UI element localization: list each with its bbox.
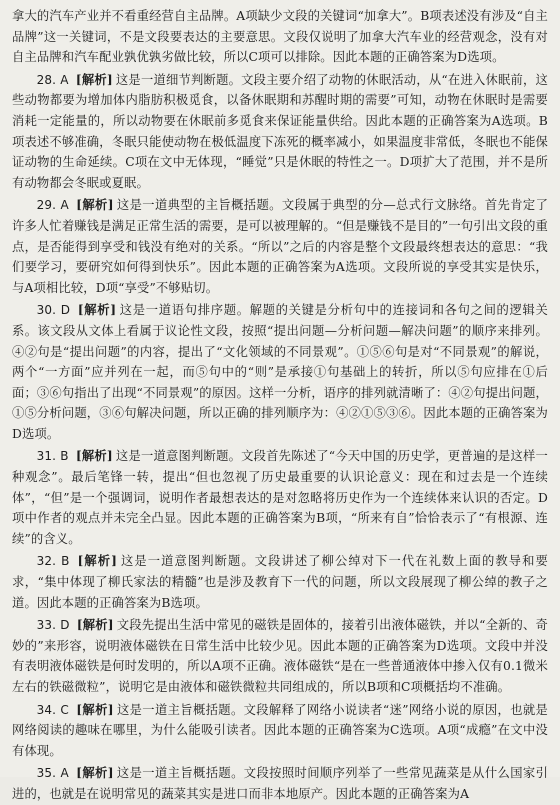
question-number: 29.: [36, 198, 57, 213]
paragraph-text: 拿大的汽车产业并不看重经营自主品牌。A项缺少文段的关键词“加拿大”。B项表述没有涉及“自主品牌”这一关键词，不是文段要表达的主要意思。文段仅说明了加拿大汽车业的经营观念，没有对自主品牌和汽车配业孰优孰劣做比较，所以C项可以排除。因此本题的正确答案为D选项。: [12, 9, 548, 65]
answer-paragraph-27-continued: [12, 6, 548, 68]
question-number: 35.: [36, 766, 57, 781]
question-number: 33.: [36, 618, 57, 633]
analysis-tag: [解析]: [76, 617, 114, 633]
answer-letter: B: [61, 554, 70, 569]
answer-letter: A: [60, 198, 69, 213]
paragraph-text: 这是一道主旨概括题。文段按照时间顺序列举了一些常见蔬菜是从什么国家引进的，也就是在说明常见的蔬菜其实是进口而非本地原产。因此本题的正确答案为A: [12, 766, 549, 801]
paragraph-text: 这是一道主旨概括题。文段解释了网络小说读者“迷”网络小说的原因，也就是网络阅读的趣味在哪里，为什么能吸引读者。因此本题的正确答案为C选项。A项“成瘾”在文中没有体现。: [12, 702, 548, 758]
answer-paragraph-33: [12, 615, 548, 697]
answer-paragraph-31: [12, 446, 548, 549]
answer-paragraph-28: [12, 70, 548, 194]
paragraph-text: 这是一道语句排序题。解题的关键是分析句中的连接词和各句之间的逻辑关系。该文段从文体上看属于议论性文段，按照“提出问题—分析问题—解决问题”的顺序来排列。④②句是“提出问题”的内容，提出了“文化领域的不同景观”。①⑤⑥句是对“不同景观”的解说，两个“一方面”应并列在一起，而⑤句中的“则”是承接①句基础上的转折，所以⑤句应排在①后面；③⑥句指出了出现“不同景观”的原因。这样一分析，语序的排列就清晰了：④②句提出问题，①⑤分析问题，③⑥句解决问题，所以正确的排列顺序为：④②①⑤③⑥。因此本题的正确答案为D选项。: [12, 303, 548, 441]
answer-paragraph-34: [12, 700, 548, 762]
paragraph-text: 这是一道意图判断题。文段讲述了柳公绰对下一代在礼数上面的教导和要求，“集中体现了柳氏家法的精髓”也是涉及教育下一代的问题，所以文段展现了柳公绰的教子之道。因此本题的正确答案为B选项。: [12, 554, 548, 610]
paragraph-text: 文段先提出生活中常见的磁铁是固体的，接着引出液体磁铁，并以“全新的、奇妙的”来形容，说明液体磁铁在日常生活中比较少见。因此本题的正确答案为D选项。文段中并没有表明液体磁铁是何时发明的，所以A项不正确。液体磁铁“是在一些普通液体中掺入仅有0.1微米左右的铁磁微粒”，说明它是由液体和磁铁微粒共同组成的，所以B项和C项概括均不准确。: [12, 618, 548, 694]
analysis-tag: [解析]: [75, 71, 113, 87]
answer-paragraph-29: [12, 195, 548, 298]
answer-letter: D: [60, 303, 71, 318]
paragraph-text: 这是一道意图判断题。文段首先陈述了“今天中国的历史学，更普遍的是这样一种观念”。最后笔锋一转，提出“但也忽视了历史最重要的认识论意义：现在和过去是一个连续体”，“但”是一个强调词，说明作者最想表达的是对忽略将历史作为一个连续体来认识的否定。D项中作者的观点并未完全凸显。因此本题的正确答案为B项，“所来有自”恰恰表示了“有根源、连续”的含义。: [12, 449, 548, 546]
answer-letter: B: [60, 449, 69, 464]
answer-letter: D: [60, 618, 70, 633]
answer-paragraph-30: [12, 300, 548, 444]
question-number: 28.: [36, 72, 57, 87]
question-number: 32.: [36, 554, 57, 569]
paragraph-text: 这是一道典型的主旨概括题。文段属于典型的分—总式行文脉络。首先肯定了许多人忙着赚钱是满足正常生活的需要，是可以被理解的。“但是赚钱不是目的”一句引出文段的重点，是否能得到享受和钱没有绝对的关系。“所以”之后的内容是整个文段最终想表达的意思：“我们要学习，要研究如何得到快乐”。因此本题的正确答案为A选项。文段所说的享受其实是快乐，与A项相比较，D项“享受”不够贴切。: [12, 198, 549, 295]
analysis-tag: [解析]: [77, 553, 118, 569]
analysis-tag: [解析]: [77, 302, 117, 318]
analysis-tag: [解析]: [76, 197, 114, 213]
analysis-tag: [解析]: [76, 701, 114, 717]
analysis-tag: [解析]: [76, 765, 114, 781]
answer-letter: A: [60, 72, 69, 87]
answer-letter: C: [60, 702, 69, 717]
analysis-tag: [解析]: [75, 448, 113, 464]
paragraph-text: 这是一道细节判断题。文段主要介绍了动物的休眠活动，从“在进入休眠前，这些动物都要为增加体内脂肪积极觅食，以备休眠期和苏醒时期的需要”可知，动物在休眠时是需要消耗一定能量的，所以动物要在休眠前多觅食来保证能量供给。因此本题的正确答案为A选项。B项表述不够准确，冬眠只能使动物在极低温度下冻死的概率减小，如果温度非常低，冬眠也不能保证动物的生命延续。C项在文中无体现，“睡觉”只是休眠的特性之一。D项扩大了范围，并不是所有动物都会冬眠或夏眠。: [12, 72, 549, 190]
question-number: 31.: [36, 449, 57, 464]
question-number: 34.: [36, 702, 57, 717]
answer-paragraph-32: [12, 551, 548, 613]
question-number: 30.: [36, 303, 57, 318]
answer-letter: A: [60, 766, 69, 781]
answer-paragraph-35: [12, 763, 548, 804]
